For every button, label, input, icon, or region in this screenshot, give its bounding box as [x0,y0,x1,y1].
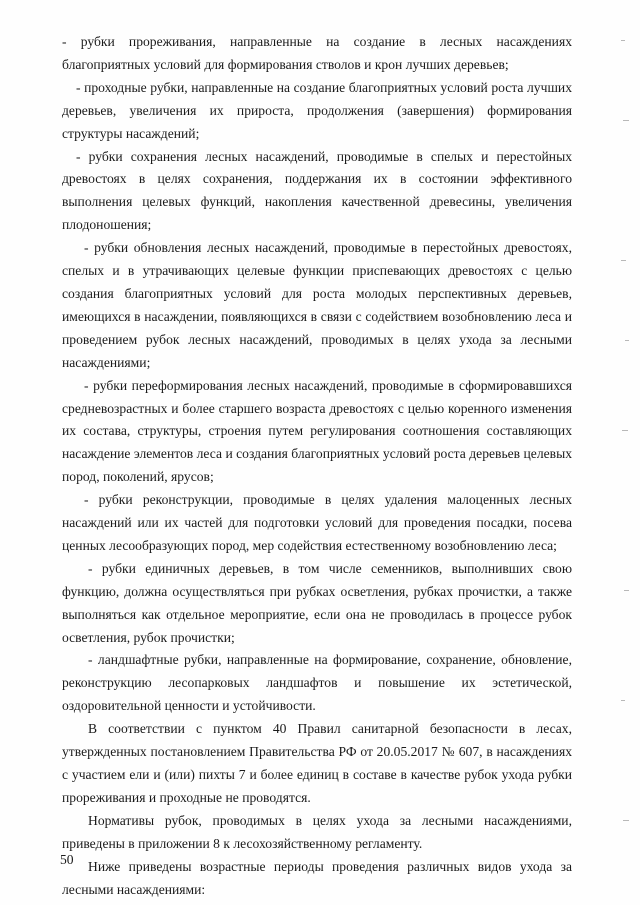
paragraph-cutting-norms: Нормативы рубок, проводимых в целях ухода за лесными насаждениями, приведены в приложении 8 к лесохозяйственному регламенту. [62,812,572,851]
paragraph-age-periods: Ниже приведены возрастные периоды проведения различных видов ухода за лесными насаждениями: [62,858,572,897]
scan-edge-marks [615,0,640,905]
paragraph-sanitary-rules: В соответствии с пунктом 40 Правил санитарной безопасности в лесах, утвержденных постановлением Правительства РФ от 20.05.2017 № 607, в насаждениях с участием ели и (или) пихты 7 и более единиц в составе в качестве рубок ухода рубки прореживания и проходные не проводятся. [62,721,572,805]
paragraph-reconstruction-cuts: - рубки реконструкции, проводимые в целях удаления малоценных лесных насаждений или их частей для подготовки условий для проведения посадки, посева ценных лесообразующих пород, мер содействия естественному возобновлению леса; [62,492,572,553]
page-number: 50 [60,852,74,867]
paragraph-reformation-cuts: - рубки переформирования лесных насаждений, проводимые в сформировавшихся средневозрастных и более старшего возраста древостоях с целью коренного изменения их состава, структуры, строения путем регулирования соотношения составляющих насаждение элементов леса и создания благоприятных условий роста деревьев целевых пород, поколений, ярусов; [62,377,572,485]
paragraph-passage-cuts: - проходные рубки, направленные на создание благоприятных условий роста лучших деревьев, увеличения их прироста, продолжения (завершения) формирования структуры насаждений; [62,79,572,141]
paragraph-landscape-cuts: - ландшафтные рубки, направленные на формирование, сохранение, обновление, реконструкцию лесопарковых ландшафтов и повышение их эстетической, оздоровительной ценности и устойчивости. [62,652,572,714]
body-text [62,31,572,901]
paragraph-thinning-cuts: - рубки прореживания, направленные на создание в лесных насаждениях благоприятных условий для формирования стволов и крон лучших деревьев; [62,34,572,72]
paragraph-single-tree-cuts: - рубки единичных деревьев, в том числе семенников, выполнивших свою функцию, должна осуществляться при рубках осветления, рубках прочистки, а также выполняться как отдельное мероприятие, если она не проводилась в процессе рубок осветления, рубок прочистки; [62,560,572,645]
paragraph-renewal-cuts: - рубки обновления лесных насаждений, проводимые в перестойных древостоях, спелых и в утрачивающих целевые функции приспевающих древостоях с целью создания благоприятных условий для роста молодых перспективных деревьев, имеющихся в насаждении, появляющихся в связи с содействием возобновлению леса и проведением рубок лесных насаждений, проводимых в целях ухода за лесными насаждениями; [62,240,572,370]
paragraph-preservation-cuts: - рубки сохранения лесных насаждений, проводимые в спелых и перестойных древостоях в целях сохранения, поддержания их в состоянии эффективного выполнения целевых функций, накопления качественной древесины, увеличения плодоношения; [62,148,572,233]
